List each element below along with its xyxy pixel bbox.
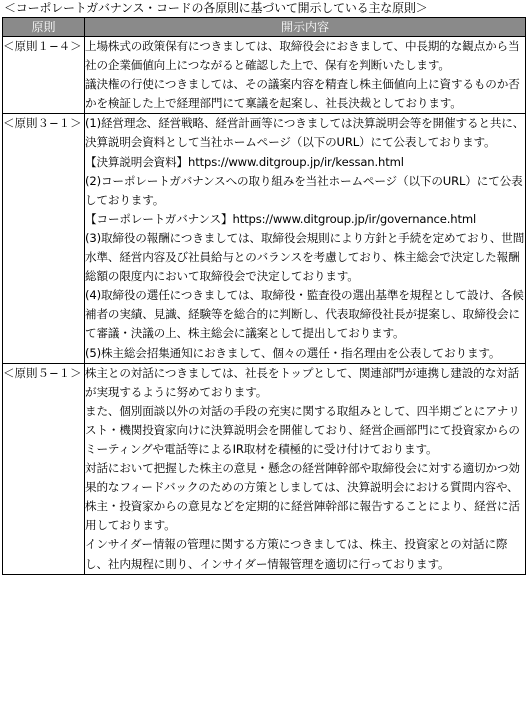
principle-label: ＜原則５−１＞ <box>3 363 85 574</box>
paragraph: 【決算説明会資料】https://www.ditgroup.jp/ir/kessan.html <box>85 154 404 169</box>
table-row <box>3 37 526 114</box>
paragraph: (4)取締役の選任につきましては、取締役・監査役の選出基準を規程として設け、各候補者の実績、見識、経験等を総合的に判断し、代表取締役社長が提案し、取締役会にて審議・決議の上、株主総会に議案として提出しております。 <box>85 288 524 341</box>
header-disclosure: 開示内容 <box>85 18 526 37</box>
paragraph: 【コーポレートガバナンス】https://www.ditgroup.jp/ir/governance.html <box>85 211 477 226</box>
header-principle: 原則 <box>3 18 85 37</box>
document-title: ＜コーポレートガバナンス・コードの各原則に基づいて開示している主な原則＞ <box>4 1 428 15</box>
paragraph: (5)株主総会招集通知におきまして、個々の選任・指名理由を公表しております。 <box>85 345 501 360</box>
paragraph: (3)取締役の報酬につきましては、取締役会規則により方針と手続を定めており、世間水準、経営内容及び社員給与とのバランスを考慮しており、株主総会で決定した報酬総額の限度内において取締役会で決定しております。 <box>85 230 525 284</box>
paragraph: (2)コーポレートガバナンスへの取り組みを当社ホームページ（以下のURL）にて公表しております。 <box>85 173 523 207</box>
table-row <box>3 363 526 574</box>
principle-label: ＜原則１−４＞ <box>3 37 85 114</box>
paragraph: インサイダー情報の管理に関する方策につきましては、株主、投資家との対話に際し、社内規程に則り、インサイダー情報管理を適切に行っております。 <box>85 537 508 571</box>
disclosure-content <box>85 363 526 574</box>
paragraph: (1)経営理念、経営戦略、経営計画等につきましては決算説明会等を開催すると共に、決算説明会資料として当社ホームページ（以下のURL）にて公表しております。 <box>85 116 525 150</box>
table-header-row <box>3 18 526 37</box>
paragraph: 対話において把握した株主の意見・懸念の経営陣幹部や取締役会に対する適切かつ効果的なフィードバックのための方策としましては、決算説明会における質問内容や、株主・投資家からの意見などを定期的に経営陣幹部に報告することにより、経営に活用しております。 <box>85 461 520 533</box>
disclosure-content <box>85 37 526 114</box>
paragraph: 議決権の行使につきましては、その議案内容を精査し株主価値向上に資するものか否かを検証した上で経理部門にて稟議を起案し、社長決裁としております。 <box>85 77 520 111</box>
principle-label: ＜原則３−１＞ <box>3 114 85 363</box>
disclosure-content <box>85 114 526 363</box>
paragraph: 上場株式の政策保有につきましては、取締役会におきまして、中長期的な観点から当社の企業価値向上につながると確認した上で、保有を判断いたします。 <box>85 39 520 73</box>
disclosure-table <box>2 17 526 575</box>
table-row <box>3 114 526 363</box>
paragraph: 株主との対話につきましては、社長をトップとして、関連部門が連携し建設的な対話が実現するように努めております。 <box>85 365 520 399</box>
paragraph: また、個別面談以外の対話の手段の充実に関する取組みとして、四半期ごとにアナリスト・機関投資家向けに決算説明会を開催しており、経営企画部門にて投資家からのミーティングや電話等によるIR取材を積極的に受け付けております。 <box>85 403 520 456</box>
